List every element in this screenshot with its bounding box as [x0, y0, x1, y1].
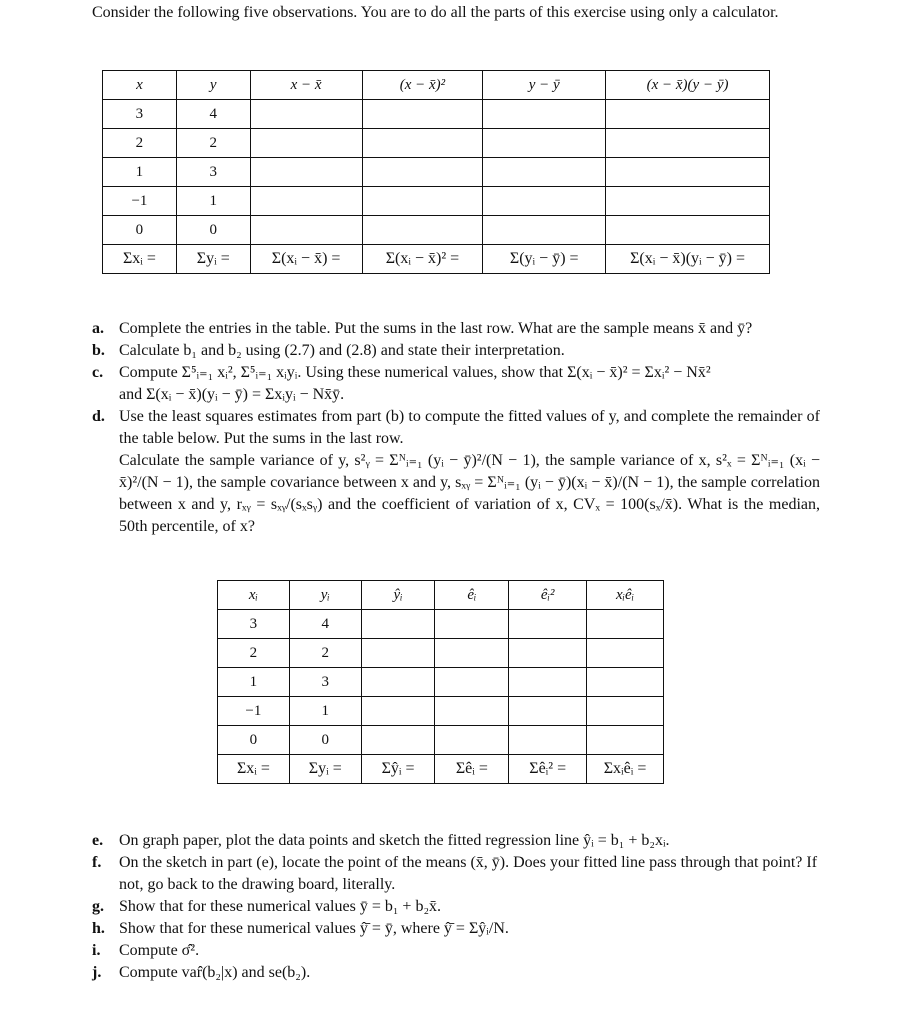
sum-cell: Σêᵢ² =: [509, 755, 587, 784]
empty-cell: [606, 129, 770, 158]
sum-cell: Σ(xᵢ − x̄)(yᵢ − ȳ) =: [606, 245, 770, 274]
part-text: Compute var̂(b₂|x) and se(b₂).: [119, 964, 311, 981]
empty-cell: [250, 187, 362, 216]
parts-e-to-j: [92, 830, 820, 984]
sum-cell: Σyᵢ =: [176, 245, 250, 274]
part-a: [92, 318, 820, 340]
table-row: [218, 668, 664, 697]
x-value: 0: [218, 726, 290, 755]
sum-cell: Σ(yᵢ − ȳ) =: [483, 245, 606, 274]
table-row: [103, 100, 770, 129]
y-value: 0: [176, 216, 250, 245]
part-label: d.: [92, 408, 105, 425]
part-j: [92, 962, 820, 984]
empty-cell: [362, 158, 483, 187]
part-label: e.: [92, 832, 104, 849]
header-y-dev: y − ȳ: [483, 71, 606, 100]
empty-cell: [587, 668, 664, 697]
y-value: 2: [176, 129, 250, 158]
empty-cell: [587, 639, 664, 668]
part-g: [92, 896, 820, 918]
y-value: 0: [289, 726, 361, 755]
table-row: [103, 158, 770, 187]
part-text: Compute Σ⁵ᵢ₌₁ xᵢ², Σ⁵ᵢ₌₁ xᵢyᵢ. Using these numerical values, show that Σ(xᵢ − x̄)² = Σxᵢ² − Nx̄²: [119, 364, 711, 381]
table-row: [103, 216, 770, 245]
part-label: j.: [92, 964, 102, 981]
empty-cell: [361, 639, 435, 668]
fitted-values-table: [217, 580, 664, 784]
header-ehat-sq: êᵢ²: [509, 581, 587, 610]
y-value: 1: [176, 187, 250, 216]
part-text: Use the least squares estimates from part (b) to compute the fitted values of y, and complete the remainder of the table below. Put the sums in the last row.: [119, 408, 820, 447]
empty-cell: [250, 158, 362, 187]
sum-cell: Σ(xᵢ − x̄)² =: [362, 245, 483, 274]
part-d-continued: Calculate the sample variance of y, s²ᵧ = Σᴺᵢ₌₁ (yᵢ − ȳ)²/(N − 1), the sample variance of x, s²ₓ = Σᴺᵢ₌₁ (xᵢ − x̄)²/(N − 1), the sample covariance between x and y, sₓᵧ = Σᴺᵢ₌₁ (yᵢ − ȳ)(xᵢ − x̄)/(N − 1), the sample correlation between x and y, rₓᵧ = sₓᵧ/(sₓsᵧ) and the coefficient of variation of x, CVₓ = 100(sₓ/x̄). What is the median, 50th percentile, of x?: [119, 452, 820, 535]
header-x-dev: x − x̄: [250, 71, 362, 100]
y-value: 3: [289, 668, 361, 697]
empty-cell: [483, 187, 606, 216]
empty-cell: [435, 639, 509, 668]
empty-cell: [250, 100, 362, 129]
empty-cell: [606, 158, 770, 187]
x-value: 2: [218, 639, 290, 668]
empty-cell: [509, 610, 587, 639]
part-label: b.: [92, 342, 105, 359]
empty-cell: [587, 610, 664, 639]
empty-cell: [435, 610, 509, 639]
empty-cell: [483, 100, 606, 129]
x-value: 3: [103, 100, 177, 129]
table-row: [218, 610, 664, 639]
part-d: [92, 406, 820, 450]
empty-cell: [361, 726, 435, 755]
sums-row: [218, 755, 664, 784]
part-c: [92, 362, 820, 384]
empty-cell: [362, 100, 483, 129]
observations-table: [102, 70, 770, 274]
y-value: 3: [176, 158, 250, 187]
part-label: c.: [92, 364, 104, 381]
x-value: −1: [218, 697, 290, 726]
empty-cell: [435, 726, 509, 755]
empty-cell: [250, 216, 362, 245]
part-f: [92, 852, 820, 896]
part-label: g.: [92, 898, 104, 915]
empty-cell: [509, 639, 587, 668]
empty-cell: [435, 668, 509, 697]
x-value: 3: [218, 610, 290, 639]
sum-cell: Σxᵢêᵢ =: [587, 755, 664, 784]
table-header-row: [103, 71, 770, 100]
part-text: On the sketch in part (e), locate the point of the means (x̄, ȳ). Does your fitted line pass through that point? If not, go back to the drawing board, literally.: [119, 854, 818, 893]
empty-cell: [587, 697, 664, 726]
x-value: −1: [103, 187, 177, 216]
empty-cell: [483, 158, 606, 187]
empty-cell: [362, 187, 483, 216]
parts-a-to-d: [92, 318, 820, 538]
x-value: 1: [218, 668, 290, 697]
sum-cell: Σxᵢ =: [218, 755, 290, 784]
part-h: [92, 918, 820, 940]
header-xy-dev: (x − x̄)(y − ȳ): [606, 71, 770, 100]
sum-cell: Σ(xᵢ − x̄) =: [250, 245, 362, 274]
sums-row: [103, 245, 770, 274]
part-label: i.: [92, 942, 101, 959]
part-c-continued: and Σ(xᵢ − x̄)(yᵢ − ȳ) = Σxᵢyᵢ − Nx̄ȳ.: [119, 386, 345, 403]
y-value: 4: [176, 100, 250, 129]
empty-cell: [606, 216, 770, 245]
empty-cell: [250, 129, 362, 158]
y-value: 1: [289, 697, 361, 726]
table-row: [218, 726, 664, 755]
table-row: [103, 129, 770, 158]
intro-text: Consider the following five observations. You are to do all the parts of this exercise using only a calculator.: [92, 4, 779, 21]
empty-cell: [606, 100, 770, 129]
part-e: [92, 830, 820, 852]
part-label: h.: [92, 920, 105, 937]
header-x-dev-sq: (x − x̄)²: [362, 71, 483, 100]
table-header-row: [218, 581, 664, 610]
header-xi: xᵢ: [218, 581, 290, 610]
empty-cell: [587, 726, 664, 755]
header-x-ehat: xᵢêᵢ: [587, 581, 664, 610]
x-value: 2: [103, 129, 177, 158]
empty-cell: [435, 697, 509, 726]
header-yhat: ŷᵢ: [361, 581, 435, 610]
empty-cell: [606, 187, 770, 216]
header-x: x: [103, 71, 177, 100]
part-text: Complete the entries in the table. Put the sums in the last row. What are the sample means x̄ and ȳ?: [119, 320, 753, 337]
empty-cell: [361, 697, 435, 726]
table-row: [218, 697, 664, 726]
empty-cell: [509, 668, 587, 697]
part-i: [92, 940, 820, 962]
sum-cell: Σyᵢ =: [289, 755, 361, 784]
header-yi: yᵢ: [289, 581, 361, 610]
part-label: a.: [92, 320, 104, 337]
part-text: Show that for these numerical values ȳ = b₁ + b₂x̄.: [119, 898, 442, 915]
part-text: On graph paper, plot the data points and sketch the fitted regression line ŷᵢ = b₁ + b₂xᵢ.: [119, 832, 670, 849]
part-text: Calculate b₁ and b₂ using (2.7) and (2.8) and state their interpretation.: [119, 342, 565, 359]
sum-cell: Σŷᵢ =: [361, 755, 435, 784]
y-value: 2: [289, 639, 361, 668]
empty-cell: [361, 610, 435, 639]
y-value: 4: [289, 610, 361, 639]
empty-cell: [483, 129, 606, 158]
sum-cell: Σêᵢ =: [435, 755, 509, 784]
sum-cell: Σxᵢ =: [103, 245, 177, 274]
empty-cell: [361, 668, 435, 697]
empty-cell: [483, 216, 606, 245]
empty-cell: [362, 129, 483, 158]
header-ehat: êᵢ: [435, 581, 509, 610]
x-value: 1: [103, 158, 177, 187]
part-label: f.: [92, 854, 102, 871]
table-row: [218, 639, 664, 668]
table-row: [103, 187, 770, 216]
part-text: Show that for these numerical values ŷ̄ = ȳ, where ŷ̄ = Σŷᵢ/N.: [119, 920, 509, 937]
empty-cell: [509, 726, 587, 755]
part-text: Compute σ̂².: [119, 942, 200, 959]
part-b: [92, 340, 820, 362]
header-y: y: [176, 71, 250, 100]
empty-cell: [509, 697, 587, 726]
empty-cell: [362, 216, 483, 245]
x-value: 0: [103, 216, 177, 245]
